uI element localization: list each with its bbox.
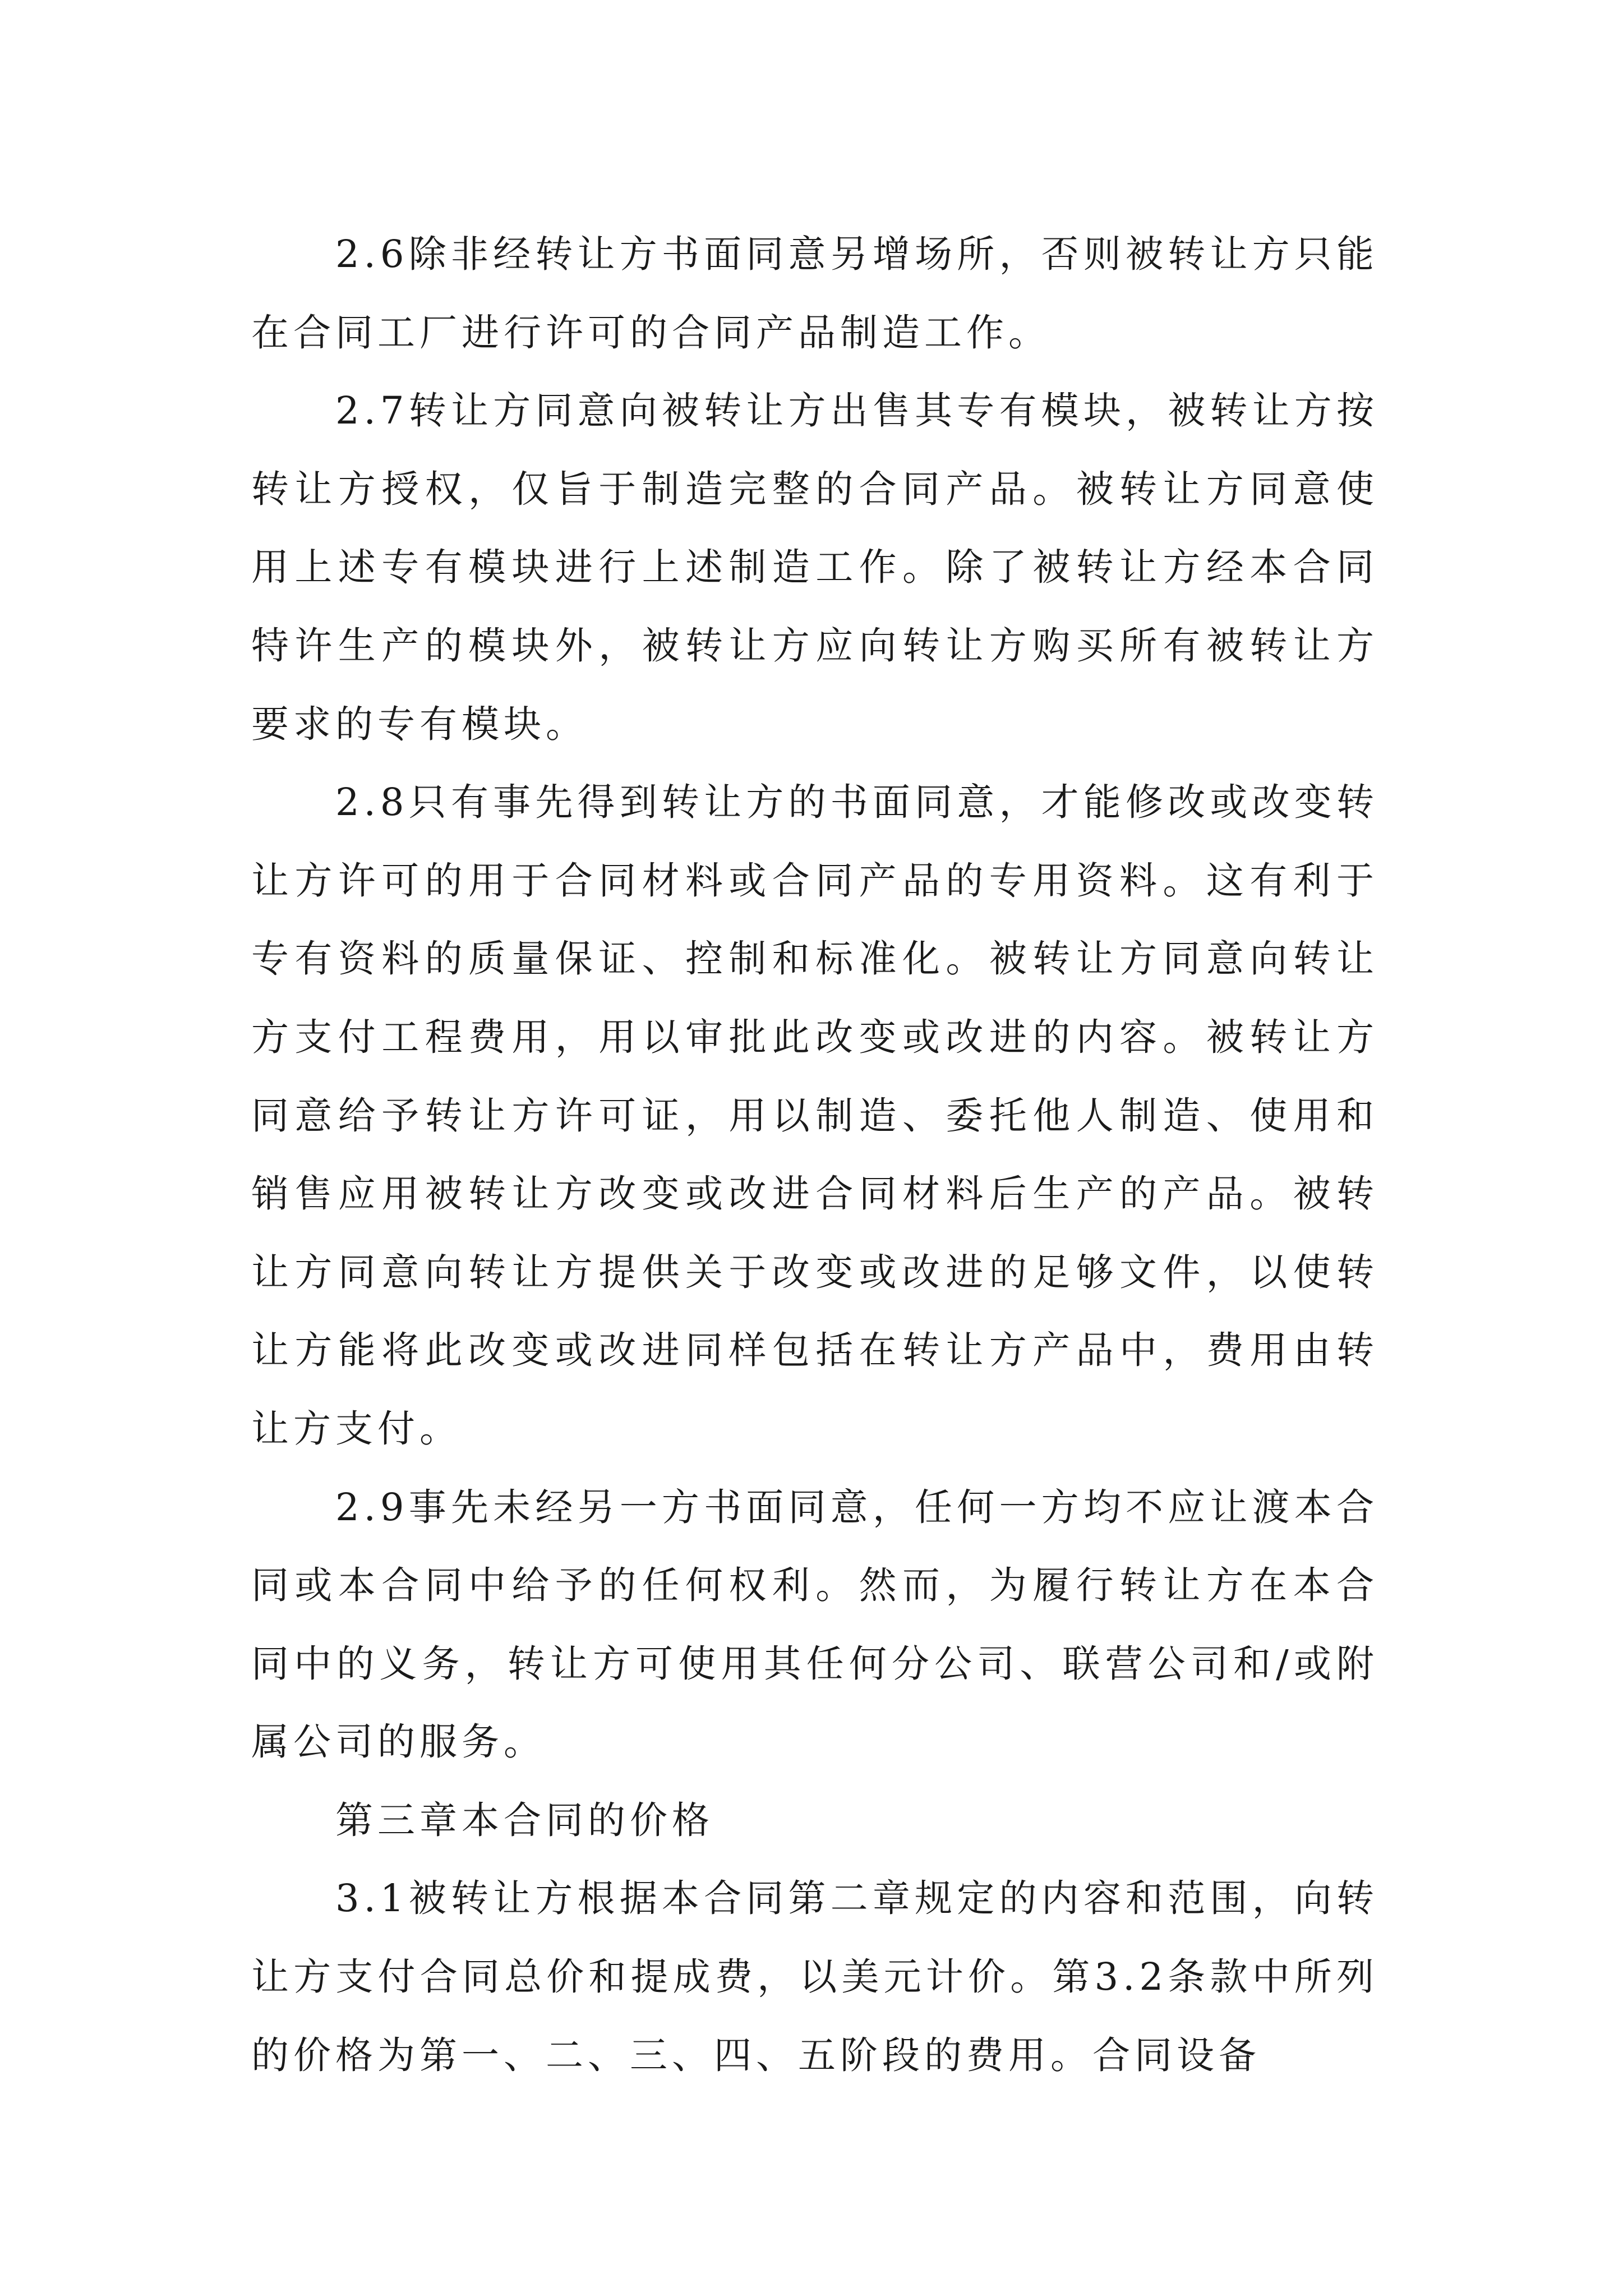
paragraph-2-9: 2.9事先未经另一方书面同意，任何一方均不应让渡本合同或本合同中给予的任何权利。然而，为履行转让方在本合同中的义务，转让方可使用其任何分公司、联营公司和/或附属公司的服务。: [251, 1485, 1378, 1764]
paragraph-2-7: 2.7转让方同意向被转让方出售其专有模块，被转让方按转让方授权，仅旨于制造完整的合同产品。被转让方同意使用上述专有模块进行上述制造工作。除了被转让方经本合同特许生产的模块外，被转让方应向转让方购买所有被转让方要求的专有模块。: [251, 389, 1378, 746]
paragraph-2-6: 2.6除非经转让方书面同意另增场所，否则被转让方只能在合同工厂进行许可的合同产品制造工作。: [251, 232, 1378, 355]
paragraph-3-1: 3.1被转让方根据本合同第二章规定的内容和范围，向转让方支付合同总价和提成费，以美元计价。第3.2条款中所列的价格为第一、二、三、四、五阶段的费用。合同设备: [251, 1876, 1378, 2077]
document-body: [251, 215, 1378, 2095]
paragraph-2-8: 2.8只有事先得到转让方的书面同意，才能修改或改变转让方许可的用于合同材料或合同产品的专用资料。这有利于专有资料的质量保证、控制和标准化。被转让方同意向转让方支付工程费用，用以审批此改变或改进的内容。被转让方同意给予转让方许可证，用以制造、委托他人制造、使用和销售应用被转让方改变或改进合同材料后生产的产品。被转让方同意向转让方提供关于改变或改进的足够文件，以使转让方能将此改变或改进同样包括在转让方产品中，费用由转让方支付。: [251, 780, 1378, 1451]
chapter-heading: 第三章本合同的价格: [335, 1798, 714, 1842]
